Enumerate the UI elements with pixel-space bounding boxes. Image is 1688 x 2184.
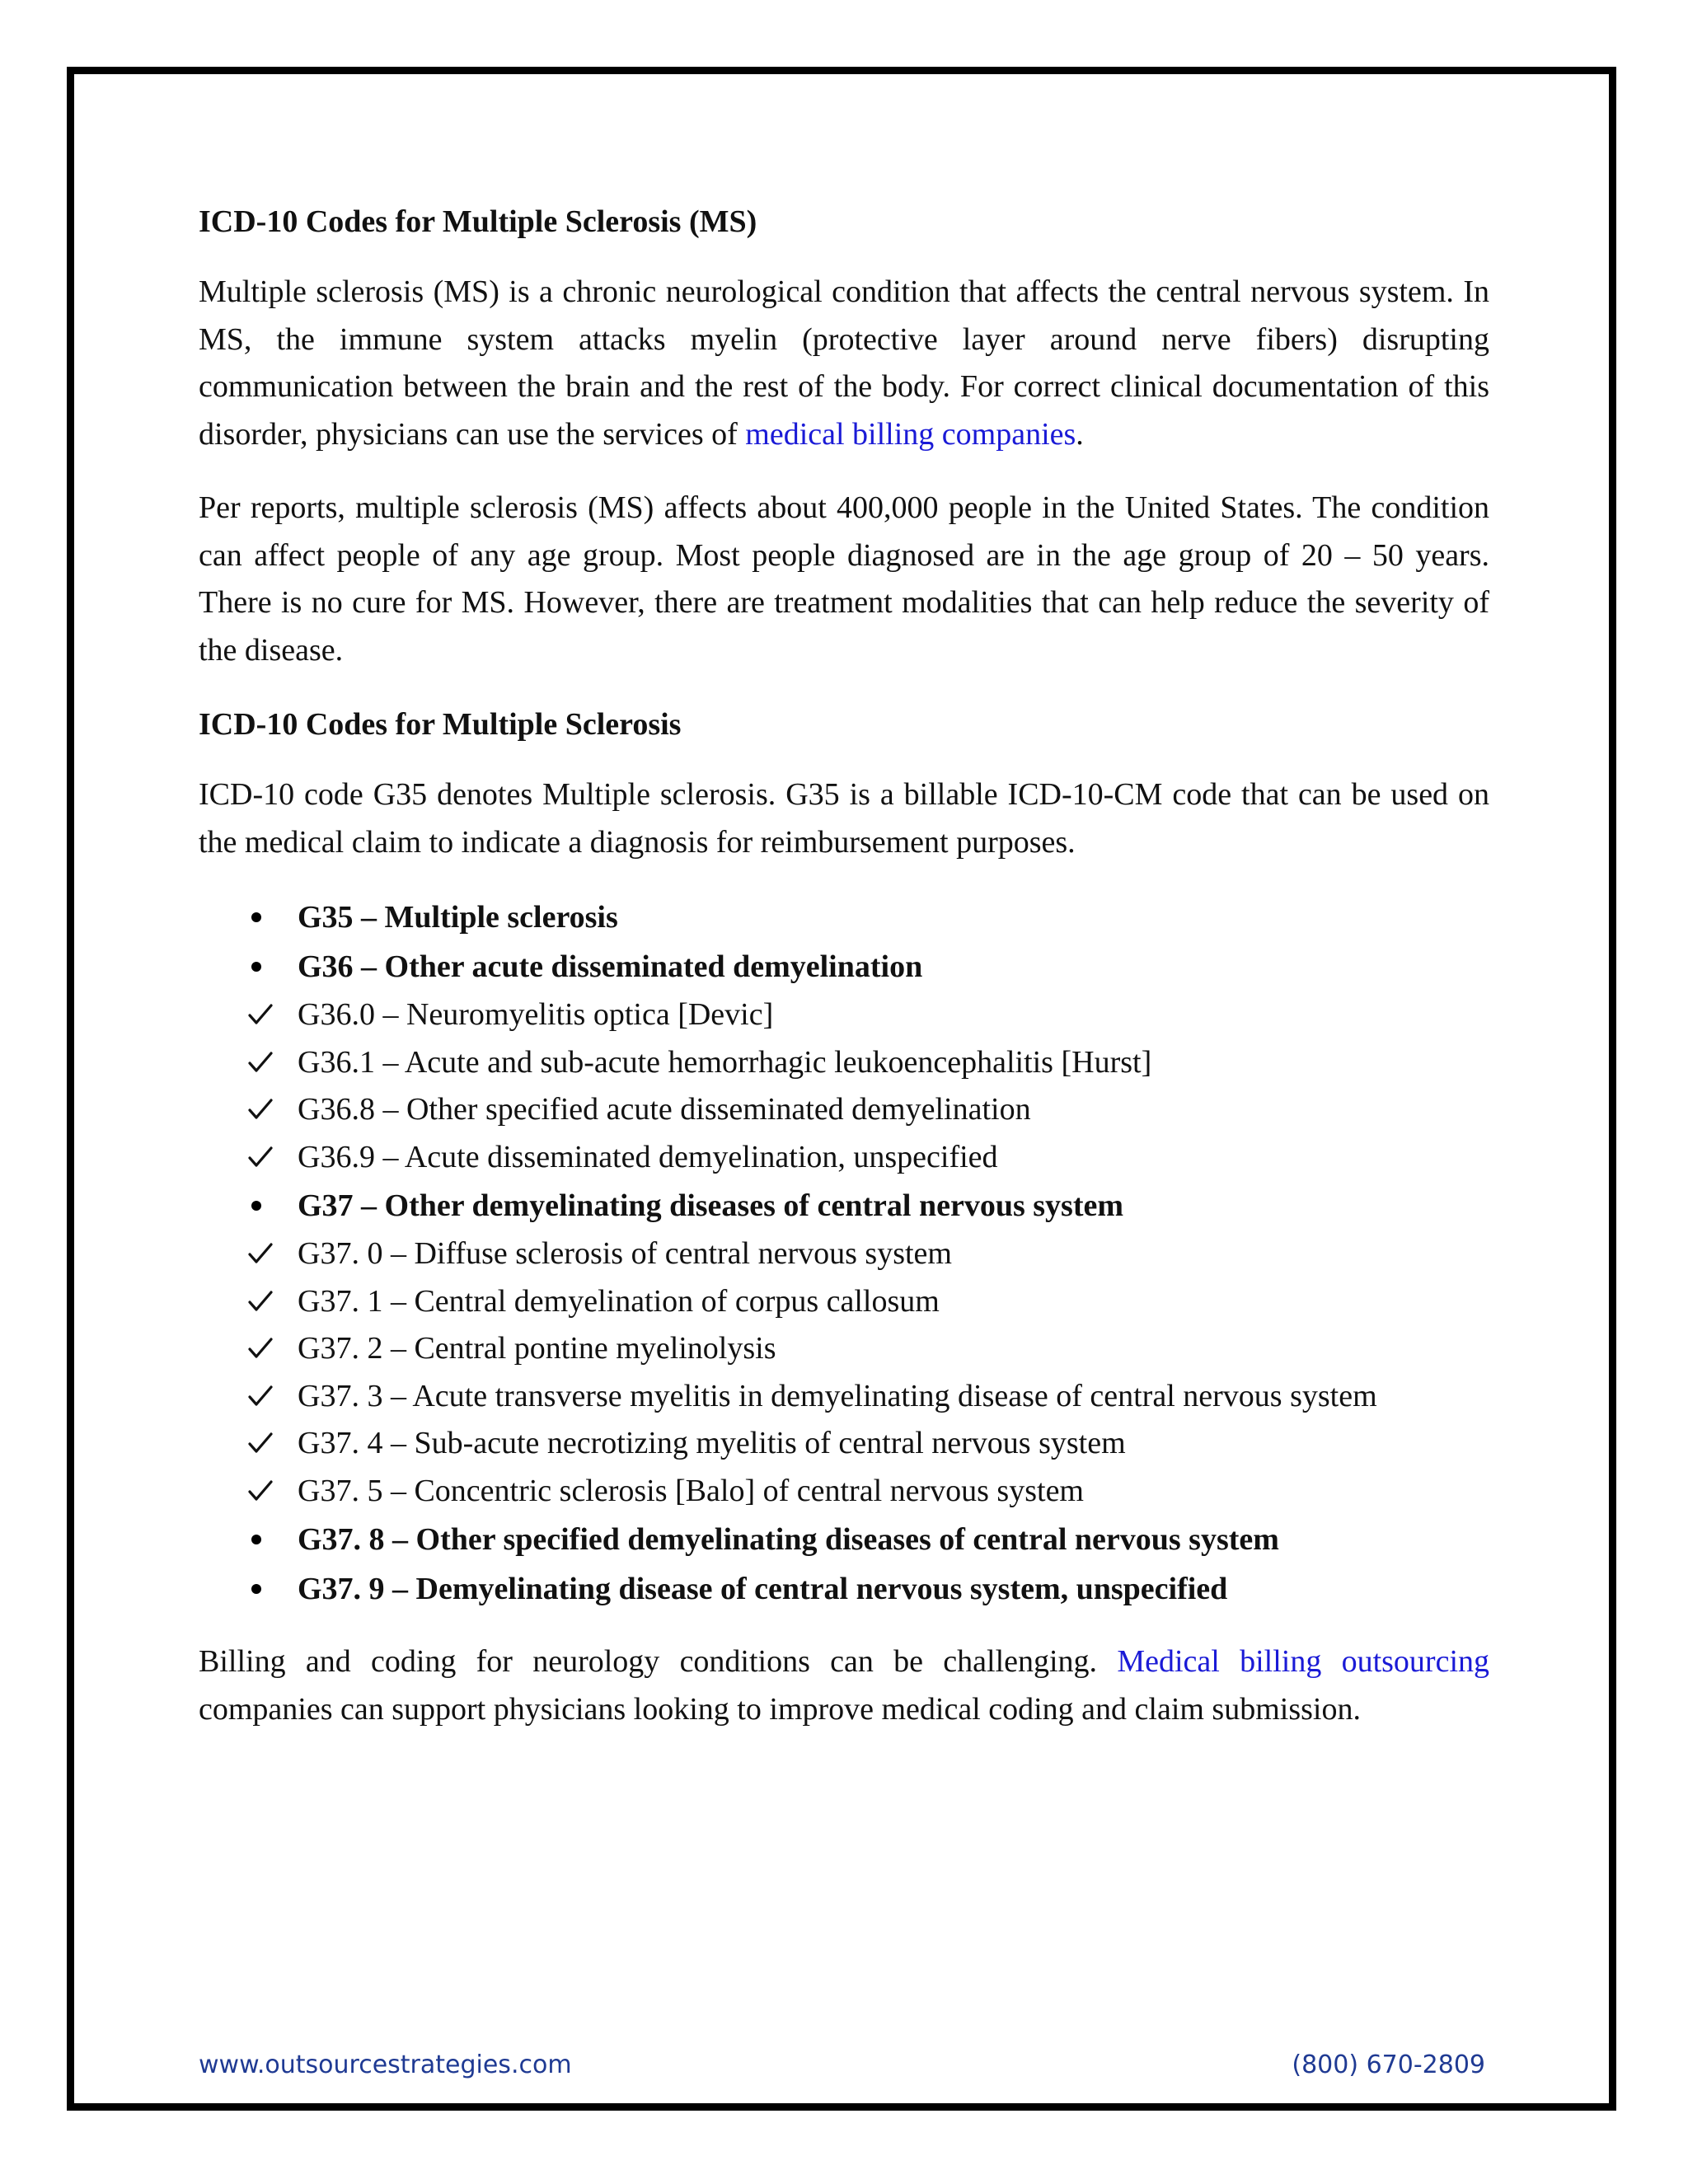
code-list-item — [199, 893, 1489, 942]
code-text: G37. 0 – Diffuse sclerosis of central nervous system — [298, 1236, 952, 1271]
code-text: G36.0 – Neuromyelitis optica [Devic] — [298, 997, 774, 1032]
code-text: G37. 9 – Demyelinating disease of central nervous system, unspecified — [298, 1572, 1228, 1606]
code-list-item — [199, 1373, 1489, 1421]
code-list-item — [199, 991, 1489, 1039]
code-list-item — [199, 1420, 1489, 1468]
intro-paragraph — [199, 269, 1489, 458]
code-text: G36.8 – Other specified acute disseminated demyelination — [298, 1092, 1031, 1127]
footer-phone: (800) 670-2809 — [1292, 2050, 1485, 2079]
footer-website[interactable]: www.outsourcestrategies.com — [199, 2050, 572, 2079]
check-icon — [248, 1230, 281, 1277]
bullet-icon — [248, 893, 281, 940]
code-list-item — [199, 1230, 1489, 1278]
title-heading: ICD-10 Codes for Multiple Sclerosis (MS) — [199, 204, 757, 239]
check-icon — [248, 1278, 281, 1325]
code-list-item — [199, 1325, 1489, 1373]
check-icon — [248, 1086, 281, 1133]
code-text: G37. 1 – Central demyelination of corpus callosum — [298, 1283, 940, 1319]
code-text: G37. 8 – Other specified demyelinating diseases of central nervous system — [298, 1522, 1279, 1557]
statistics-paragraph: Per reports, multiple sclerosis (MS) affects about 400,000 people in the United States. The condition can affect people of any age group. Most people diagnosed are in the age group of 20 – 50 years. There is no cure for MS. However, there are treatment modalities that can help reduce the severity of the disease. — [199, 490, 1489, 668]
check-icon — [248, 1468, 281, 1515]
medical-billing-companies-link[interactable]: medical billing companies — [745, 416, 1076, 452]
intro-text: Multiple sclerosis (MS) is a chronic neurological condition that affects the central nervous system. In MS, the immune system attacks myelin (protective layer around nerve fibers) disrupting communication between the brain and the rest of the body. For correct clinical documentation of this disorder, physicians can use the services of — [199, 274, 1489, 452]
code-list-item — [199, 1039, 1489, 1087]
code-list-item — [199, 1515, 1489, 1564]
bullet-icon — [248, 942, 281, 989]
document-body — [199, 198, 1489, 1760]
code-list-item — [199, 1468, 1489, 1516]
medical-billing-outsourcing-link[interactable]: Medical billing outsourcing — [1117, 1644, 1490, 1679]
code-text: G37 – Other demyelinating diseases of central nervous system — [298, 1188, 1123, 1223]
bullet-icon — [248, 1515, 281, 1562]
bullet-icon — [248, 1181, 281, 1228]
code-list-item — [199, 942, 1489, 991]
code-list-item — [199, 1564, 1489, 1614]
check-icon — [248, 1039, 281, 1086]
codes-heading: ICD-10 Codes for Multiple Sclerosis — [199, 707, 682, 742]
code-text: G37. 2 – Central pontine myelinolysis — [298, 1331, 776, 1366]
code-text: G36.9 – Acute disseminated demyelination, unspecified — [298, 1139, 998, 1174]
code-list-item — [199, 1086, 1489, 1134]
closing-text-before: Billing and coding for neurology conditions can be challenging. — [199, 1644, 1118, 1679]
code-text: G37. 5 – Concentric sclerosis [Balo] of central nervous system — [298, 1473, 1084, 1508]
code-text: G36.1 – Acute and sub-acute hemorrhagic leukoencephalitis [Hurst] — [298, 1044, 1152, 1080]
intro-period: . — [1076, 416, 1084, 452]
check-icon — [248, 991, 281, 1038]
check-icon — [248, 1420, 281, 1467]
bullet-icon — [248, 1564, 281, 1611]
closing-text-after: companies can support physicians looking to improve medical coding and claim submission. — [199, 1691, 1361, 1727]
code-text: G36 – Other acute disseminated demyelination — [298, 949, 923, 984]
check-icon — [248, 1325, 281, 1372]
code-list-item — [199, 1278, 1489, 1326]
code-text: G37. 4 – Sub-acute necrotizing myelitis of central nervous system — [298, 1426, 1126, 1460]
check-icon — [248, 1373, 281, 1420]
code-text: G37. 3 – Acute transverse myelitis in demyelinating disease of central nervous system — [298, 1378, 1377, 1413]
code-list-item — [199, 1134, 1489, 1182]
code-list-item — [199, 1181, 1489, 1230]
code-text: G35 – Multiple sclerosis — [298, 900, 618, 935]
check-icon — [248, 1134, 281, 1181]
codes-intro-paragraph: ICD-10 code G35 denotes Multiple sclerosis. G35 is a billable ICD-10-CM code that can be used on the medical claim to indicate a diagnosis for reimbursement purposes. — [199, 777, 1489, 860]
icd-code-list — [199, 893, 1489, 1614]
closing-paragraph — [199, 1638, 1489, 1733]
